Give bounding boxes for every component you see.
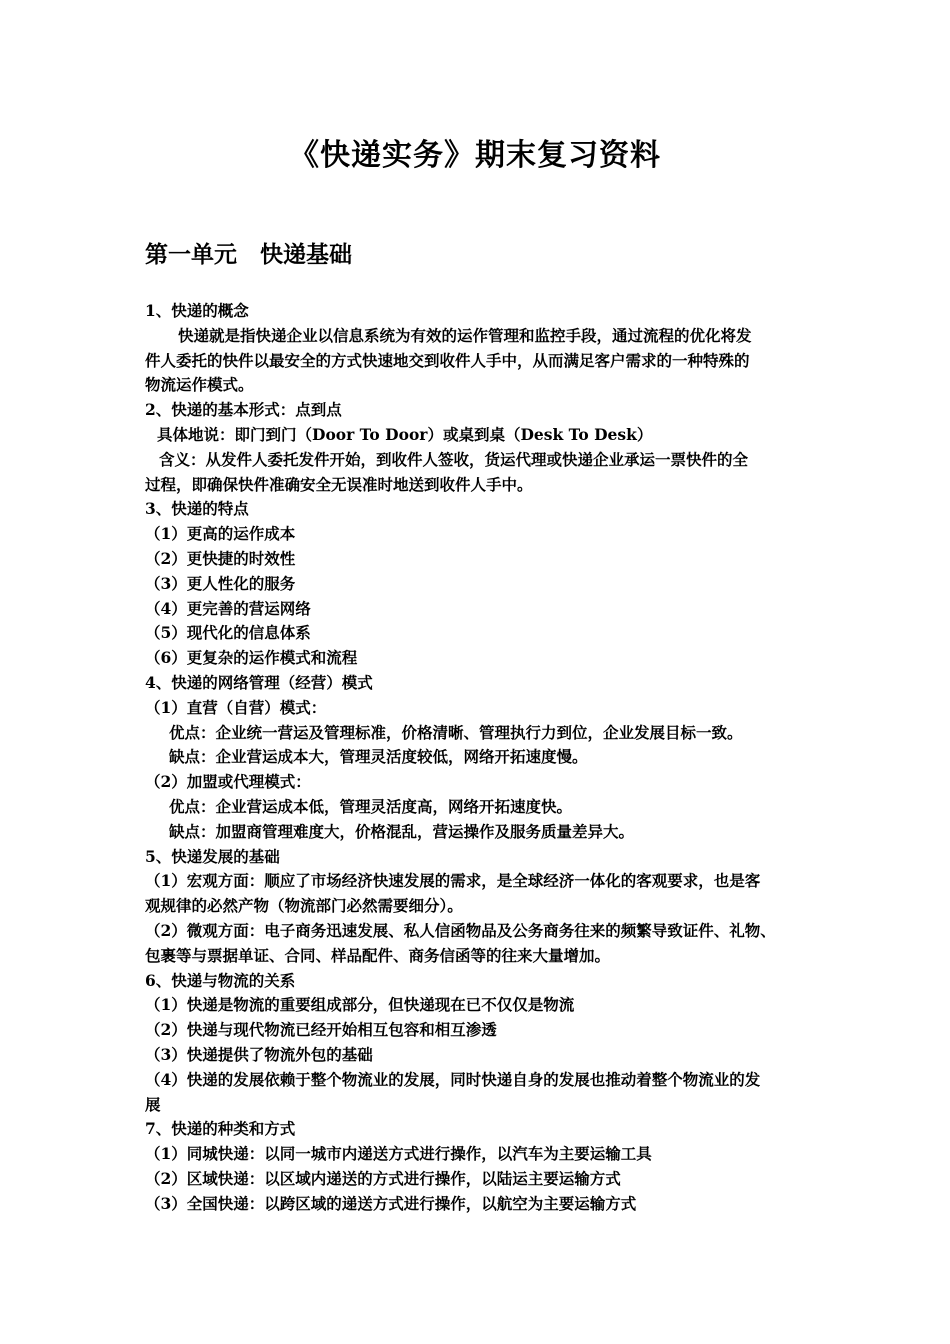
list-item: （3）更人性化的服务 (145, 573, 296, 593)
section-heading: 5、快递发展的基础 (145, 846, 280, 866)
section-heading: 3、快递的特点 (145, 499, 249, 519)
list-item: （2）微观方面：电子商务迅速发展、私人信函物品及公务商务往来的频繁导致证件、礼物、 (145, 920, 776, 940)
paragraph-line: 包裹等与票据单证、合同、样品配件、商务信函等的往来大量增加。 (145, 945, 611, 965)
paragraph-line: 观规律的必然产物（物流部门必然需要细分）。 (145, 896, 463, 916)
paragraph-line: 快递就是指快递企业以信息系统为有效的运作管理和监控手段，通过流程的优化将发 (178, 325, 752, 345)
section-heading: 7、快递的种类和方式 (145, 1119, 296, 1139)
paragraph-line: 缺点：加盟商管理难度大，价格混乱，营运操作及服务质量差异大。 (169, 821, 635, 841)
list-item: （2）区域快递：以区域内递送的方式进行操作，以陆运主要运输方式 (145, 1168, 621, 1188)
list-item: （2）快递与现代物流已经开始相互包容和相互渗透 (145, 1020, 497, 1040)
paragraph-line: 件人委托的快件以最安全的方式快速地交到收件人手中，从而满足客户需求的一种特殊的 (145, 350, 750, 370)
section-heading: 4、快递的网络管理（经营）模式 (145, 672, 373, 692)
paragraph-line: 优点：企业营运成本低，管理灵活度高，网络开拓速度快。 (169, 796, 573, 816)
list-item: （4）更完善的营运网络 (145, 598, 311, 618)
list-item: （5）现代化的信息体系 (145, 623, 311, 643)
list-item: （1）同城快递：以同一城市内递送方式进行操作，以汽车为主要运输工具 (145, 1144, 652, 1164)
paragraph-line: 展 (145, 1094, 161, 1114)
paragraph-line: 具体地说：即门到门（Door To Door）或桌到桌（Desk To Desk） (157, 424, 653, 444)
list-item: （3）快递提供了物流外包的基础 (145, 1044, 373, 1064)
list-item: （1）快递是物流的重要组成部分，但快递现在已不仅仅是物流 (145, 995, 575, 1015)
document-title: 《快递实务》期末复习资料 (289, 138, 661, 173)
paragraph-line: 缺点：企业营运成本大，管理灵活度较低，网络开拓速度慢。 (169, 747, 588, 767)
document-body (145, 299, 825, 1216)
section-heading: 6、快递与物流的关系 (145, 970, 296, 990)
list-item: （2）加盟或代理模式： (145, 772, 311, 792)
paragraph-line: 含义：从发件人委托发件开始，到收件人签收，货运代理或快递企业承运一票快件的全 (159, 449, 749, 469)
list-item: （3）全国快递：以跨区域的递送方式进行操作，以航空为主要运输方式 (145, 1193, 637, 1213)
list-item: （2）更快捷的时效性 (145, 548, 296, 568)
list-item: （1）直营（自营）模式： (145, 697, 327, 717)
section-heading: 2、快递的基本形式：点到点 (145, 400, 342, 420)
list-item: （1）更高的运作成本 (145, 524, 296, 544)
paragraph-line: 物流运作模式。 (145, 375, 254, 395)
list-item: （6）更复杂的运作模式和流程 (145, 648, 358, 668)
paragraph-line: 过程，即确保快件准确安全无误准时地送到收件人手中。 (145, 474, 533, 494)
section-heading: 1、快递的概念 (145, 301, 249, 320)
paragraph-line: 优点：企业统一营运及管理标准，价格清晰、管理执行力到位，企业发展目标一致。 (169, 722, 743, 742)
list-item: （1）宏观方面：顺应了市场经济快速发展的需求，是全球经济一体化的客观要求，也是客 (145, 871, 761, 891)
unit-heading: 第一单元 快递基础 (145, 241, 352, 268)
list-item: （4）快递的发展依赖于整个物流业的发展，同时快递自身的发展也推动着整个物流业的发 (145, 1069, 761, 1089)
